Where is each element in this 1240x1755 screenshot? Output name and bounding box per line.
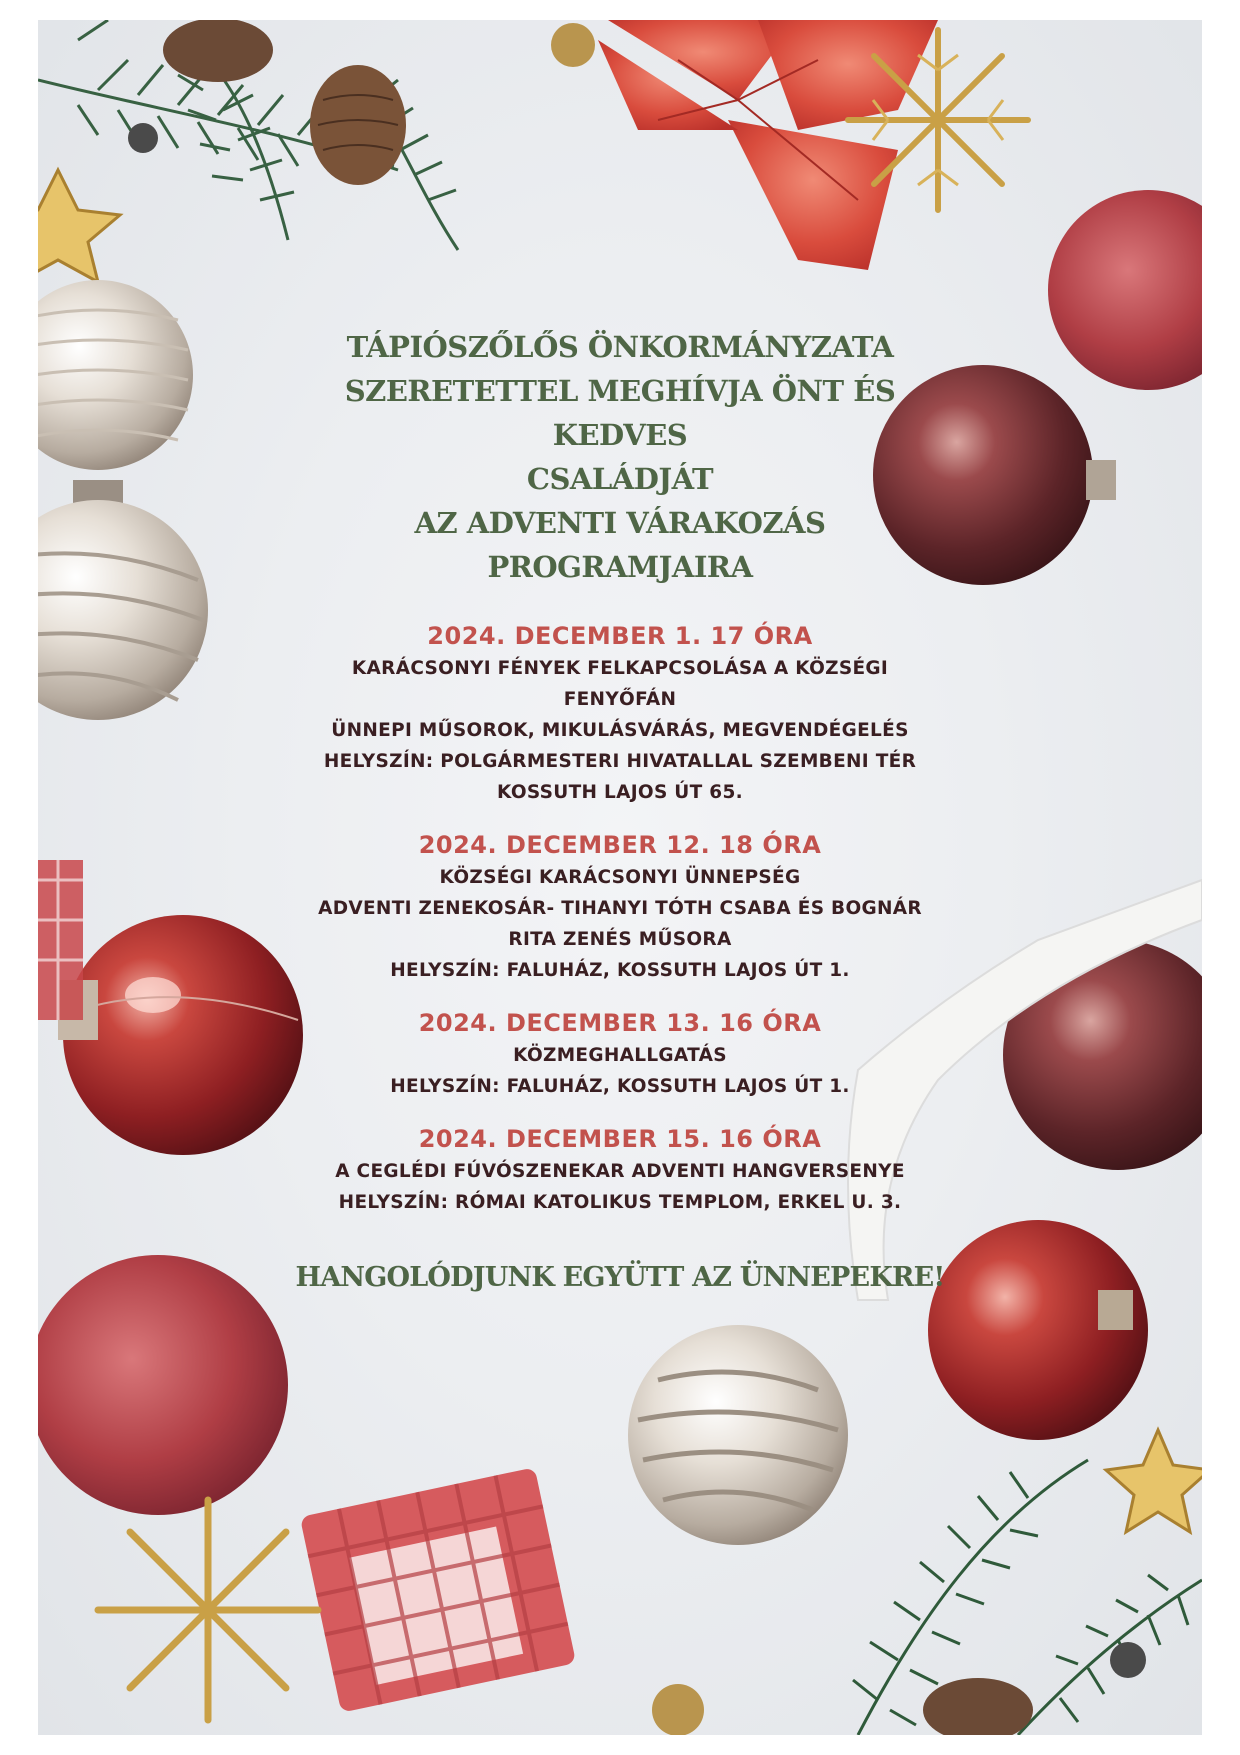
event-line: ADVENTI ZENEKOSÁR- TIHANYI TÓTH CSABA ÉS BOGNÁR [318, 898, 922, 919]
event-list [278, 619, 962, 1218]
event-date: 2024. DECEMBER 1. 17 ÓRA [427, 622, 813, 650]
event-line: KÖZSÉGI KARÁCSONYI ÜNNEPSÉG [439, 867, 801, 888]
plaid-ribbon [38, 860, 83, 1020]
event-date: 2024. DECEMBER 13. 16 ÓRA [418, 1009, 822, 1037]
glitter-ornament [38, 1255, 288, 1515]
event-line: KARÁCSONYI FÉNYEK FELKAPCSOLÁSA A KÖZSÉGI [351, 658, 889, 679]
pine-cone [163, 20, 273, 82]
header-line: SZERETETTEL MEGHÍVJA ÖNT ÉS KEDVES [344, 374, 896, 452]
gold-snowflake [848, 30, 1028, 210]
header-line: TÁPIÓSZŐLŐS ÖNKORMÁNYZATA [346, 330, 894, 364]
event-date: 2024. DECEMBER 15. 16 ÓRA [418, 1125, 822, 1153]
invitation-header [278, 325, 962, 589]
gold-star [1106, 1430, 1202, 1532]
event-line: HELYSZÍN: FALUHÁZ, KOSSUTH LAJOS ÚT 1. [390, 960, 850, 981]
event-line: HELYSZÍN: RÓMAI KATOLIKUS TEMPLOM, ERKEL U. 3. [338, 1192, 902, 1213]
glitter-ornament [1048, 190, 1202, 390]
event-line: ÜNNEPI MŰSOROK, MIKULÁSVÁRÁS, MEGVENDÉGELÉS [331, 720, 909, 741]
silver-ornament [628, 1325, 848, 1545]
header-line: CSALÁDJÁT [526, 462, 714, 496]
event-item [278, 1122, 962, 1218]
event-item [278, 1006, 962, 1102]
gold-star [38, 170, 120, 282]
event-line: FENYŐFÁN [563, 689, 677, 710]
invitation-content [278, 325, 962, 1298]
gold-bell [551, 23, 595, 67]
event-line: HELYSZÍN: POLGÁRMESTERI HIVATALLAL SZEMBENI TÉR [323, 751, 917, 772]
event-item [278, 828, 962, 986]
event-date: 2024. DECEMBER 12. 18 ÓRA [418, 831, 822, 859]
silver-ornament [38, 500, 208, 720]
header-line: AZ ADVENTI VÁRAKOZÁS PROGRAMJAIRA [414, 506, 826, 584]
pine-cone [310, 65, 406, 185]
gift-box [300, 1467, 576, 1713]
poinsettia [598, 20, 938, 270]
event-line: A CEGLÉDI FÚVÓSZENEKAR ADVENTI HANGVERSENYE [335, 1161, 905, 1182]
event-item [278, 619, 962, 808]
event-line: KÖZMEGHALLGATÁS [513, 1045, 727, 1066]
event-line: RITA ZENÉS MŰSORA [508, 929, 732, 950]
red-ornament [63, 915, 303, 1155]
closing-message: HANGOLÓDJUNK EGYÜTT AZ ÜNNEPEKRE! [295, 1262, 945, 1293]
event-line: KOSSUTH LAJOS ÚT 65. [497, 782, 743, 803]
pine-cone [923, 1678, 1033, 1735]
poster [38, 20, 1202, 1735]
event-line: HELYSZÍN: FALUHÁZ, KOSSUTH LAJOS ÚT 1. [390, 1076, 850, 1097]
gold-snowflake [98, 1500, 318, 1720]
